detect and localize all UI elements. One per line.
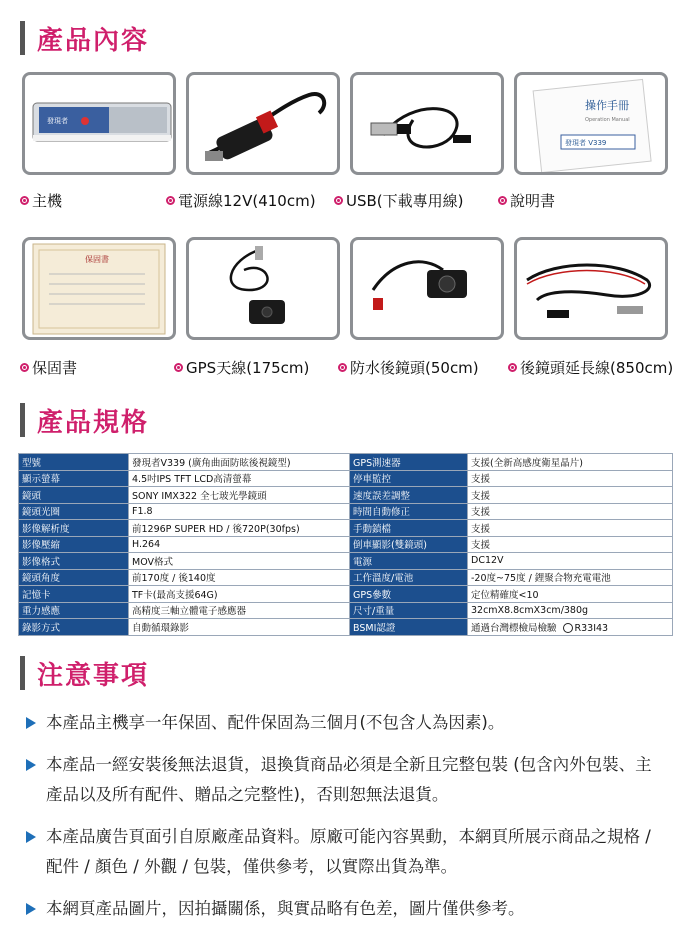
triangle-bullet-icon: [26, 903, 36, 915]
spec-value: 支援: [468, 470, 673, 487]
spec-value: 支援: [468, 520, 673, 537]
extension-cable-image: [517, 240, 665, 337]
spec-title: 產品規格: [37, 407, 150, 438]
spec-value: 前170度 / 後140度: [129, 569, 350, 586]
spec-row: [19, 602, 673, 619]
label-warranty: 保固書: [20, 357, 174, 378]
rear-camera-image: [353, 240, 501, 337]
spec-key: 記憶卡: [19, 586, 129, 603]
label-extension-cable: 後鏡頭延長線(850cm): [508, 357, 673, 378]
contents-row-2: [22, 237, 668, 340]
spec-key: 手動鎖檔: [350, 520, 468, 537]
pink-dot-icon: [498, 196, 507, 205]
manual-card: [514, 72, 668, 175]
spec-value: 前1296P SUPER HD / 後720P(30fps): [129, 520, 350, 537]
rear-camera-card: [350, 237, 504, 340]
manual-image: [517, 75, 665, 172]
spec-key: 型號: [19, 454, 129, 471]
note-item: 本產品廣告頁面引自原廠產品資料。原廠可能內容異動，本網頁所展示商品之規格 / 配件 / 顏色 / 外觀 / 包裝，僅供參考，以實際出貨為準。: [26, 822, 666, 882]
spec-row: [19, 503, 673, 520]
spec-key: 鏡頭: [19, 487, 129, 504]
label-rear-camera: 防水後鏡頭(50cm): [338, 357, 508, 378]
spec-value: F1.8: [129, 503, 350, 520]
spec-key: 鏡頭角度: [19, 569, 129, 586]
triangle-bullet-icon: [26, 717, 36, 729]
spec-value: 通過台灣標檢局檢驗 R33I43: [468, 619, 673, 636]
spec-value: 支援: [468, 503, 673, 520]
bsmi-mark-icon: [563, 623, 573, 633]
triangle-bullet-icon: [26, 759, 36, 771]
pink-dot-icon: [166, 196, 175, 205]
pink-dot-icon: [20, 363, 29, 372]
gps-antenna-image: [189, 240, 337, 337]
spec-key: 鏡頭光圈: [19, 503, 129, 520]
note-item: 本網頁產品圖片，因拍攝關係，與實品略有色差，圖片僅供參考。: [26, 894, 666, 924]
mirror-dashcam-image: [25, 75, 173, 172]
spec-key: GPS參數: [350, 586, 468, 603]
spec-key: BSMI認證: [350, 619, 468, 636]
spec-row: [19, 470, 673, 487]
spec-value: 支援: [468, 487, 673, 504]
car-charger-image: [189, 75, 337, 172]
spec-row: [19, 536, 673, 553]
warranty-title: 保固書: [85, 255, 109, 264]
usb-cable-image: [353, 75, 501, 172]
spec-value: TF卡(最高支援64G): [129, 586, 350, 603]
spec-row: [19, 553, 673, 570]
mirror-dashcam-card: [22, 72, 176, 175]
contents-row-1-labels: [20, 190, 680, 211]
spec-key: GPS測速器: [350, 454, 468, 471]
label-power-cable: 電源線12V(410cm): [166, 190, 334, 211]
note-item: 本產品一經安裝後無法退貨，退換貨商品必須是全新且完整包裝 (包含內外包裝、主產品以及所有配件、贈品之完整性)，否則恕無法退貨。: [26, 750, 666, 810]
spec-table: [18, 453, 673, 636]
spec-key: 倒車顯影(雙鏡頭): [350, 536, 468, 553]
spec-key: 影像解析度: [19, 520, 129, 537]
manual-brand: 發現者 V339: [565, 139, 607, 147]
notes-title: 注意事項: [37, 660, 150, 691]
spec-key: 時間自動修正: [350, 503, 468, 520]
title-bar: [20, 21, 25, 55]
pink-dot-icon: [20, 196, 29, 205]
warranty-card: [22, 237, 176, 340]
spec-value: H.264: [129, 536, 350, 553]
spec-value: 發現者V339 (廣角曲面防眩後視鏡型): [129, 454, 350, 471]
label-usb-cable: USB(下載專用線): [334, 190, 498, 211]
label-manual: 說明書: [498, 190, 555, 211]
spec-row: [19, 586, 673, 603]
spec-value: 支援: [468, 536, 673, 553]
car-charger-card: [186, 72, 340, 175]
note-item: 本產品主機享一年保固、配件保固為三個月(不包含人為因素)。: [26, 708, 666, 738]
spec-key: 電源: [350, 553, 468, 570]
contents-section-title: [20, 18, 149, 58]
spec-value: MOV格式: [129, 553, 350, 570]
mirror-brand: 發現者: [47, 117, 68, 125]
contents-row-2-labels: [20, 357, 680, 378]
spec-value: 自動循環錄影: [129, 619, 350, 636]
spec-key: 停車監控: [350, 470, 468, 487]
label-gps-antenna: GPS天線(175cm): [174, 357, 338, 378]
manual-title: 操作手冊: [585, 99, 629, 112]
extension-cable-card: [514, 237, 668, 340]
title-bar: [20, 403, 25, 437]
manual-subtitle: Operation Manual: [585, 117, 630, 123]
notes-list: [26, 708, 666, 935]
spec-row: [19, 619, 673, 636]
spec-key: 速度誤差調整: [350, 487, 468, 504]
spec-row: [19, 454, 673, 471]
pink-dot-icon: [508, 363, 517, 372]
spec-key: 影像壓縮: [19, 536, 129, 553]
label-main-unit: 主機: [20, 190, 166, 211]
spec-key: 影像格式: [19, 553, 129, 570]
spec-value: 定位精確度<10: [468, 586, 673, 603]
spec-value: 支援(全新高感度衛星晶片): [468, 454, 673, 471]
contents-row-1: [22, 72, 668, 175]
contents-title: 產品內容: [37, 25, 150, 56]
spec-key: 錄影方式: [19, 619, 129, 636]
spec-row: [19, 487, 673, 504]
usb-cable-card: [350, 72, 504, 175]
bsmi-code: R33I43: [574, 622, 609, 634]
spec-value: SONY IMX322 全七玻光學鏡頭: [129, 487, 350, 504]
spec-value: 4.5吋IPS TFT LCD高清螢幕: [129, 470, 350, 487]
spec-key: 重力感應: [19, 602, 129, 619]
pink-dot-icon: [334, 196, 343, 205]
notes-section-title: [20, 653, 149, 693]
gps-antenna-card: [186, 237, 340, 340]
spec-row: [19, 520, 673, 537]
spec-value: 高精度三軸立體電子感應器: [129, 602, 350, 619]
spec-row: [19, 569, 673, 586]
spec-key: 尺寸/重量: [350, 602, 468, 619]
triangle-bullet-icon: [26, 831, 36, 843]
title-bar: [20, 656, 25, 690]
pink-dot-icon: [174, 363, 183, 372]
spec-value: -20度~75度 / 鋰聚合物充電電池: [468, 569, 673, 586]
pink-dot-icon: [338, 363, 347, 372]
warranty-card-image: [25, 240, 173, 337]
spec-key: 顯示螢幕: [19, 470, 129, 487]
spec-value: 32cmX8.8cmX3cm/380g: [468, 602, 673, 619]
spec-section-title: [20, 400, 149, 440]
spec-value: DC12V: [468, 553, 673, 570]
spec-key: 工作溫度/電池: [350, 569, 468, 586]
